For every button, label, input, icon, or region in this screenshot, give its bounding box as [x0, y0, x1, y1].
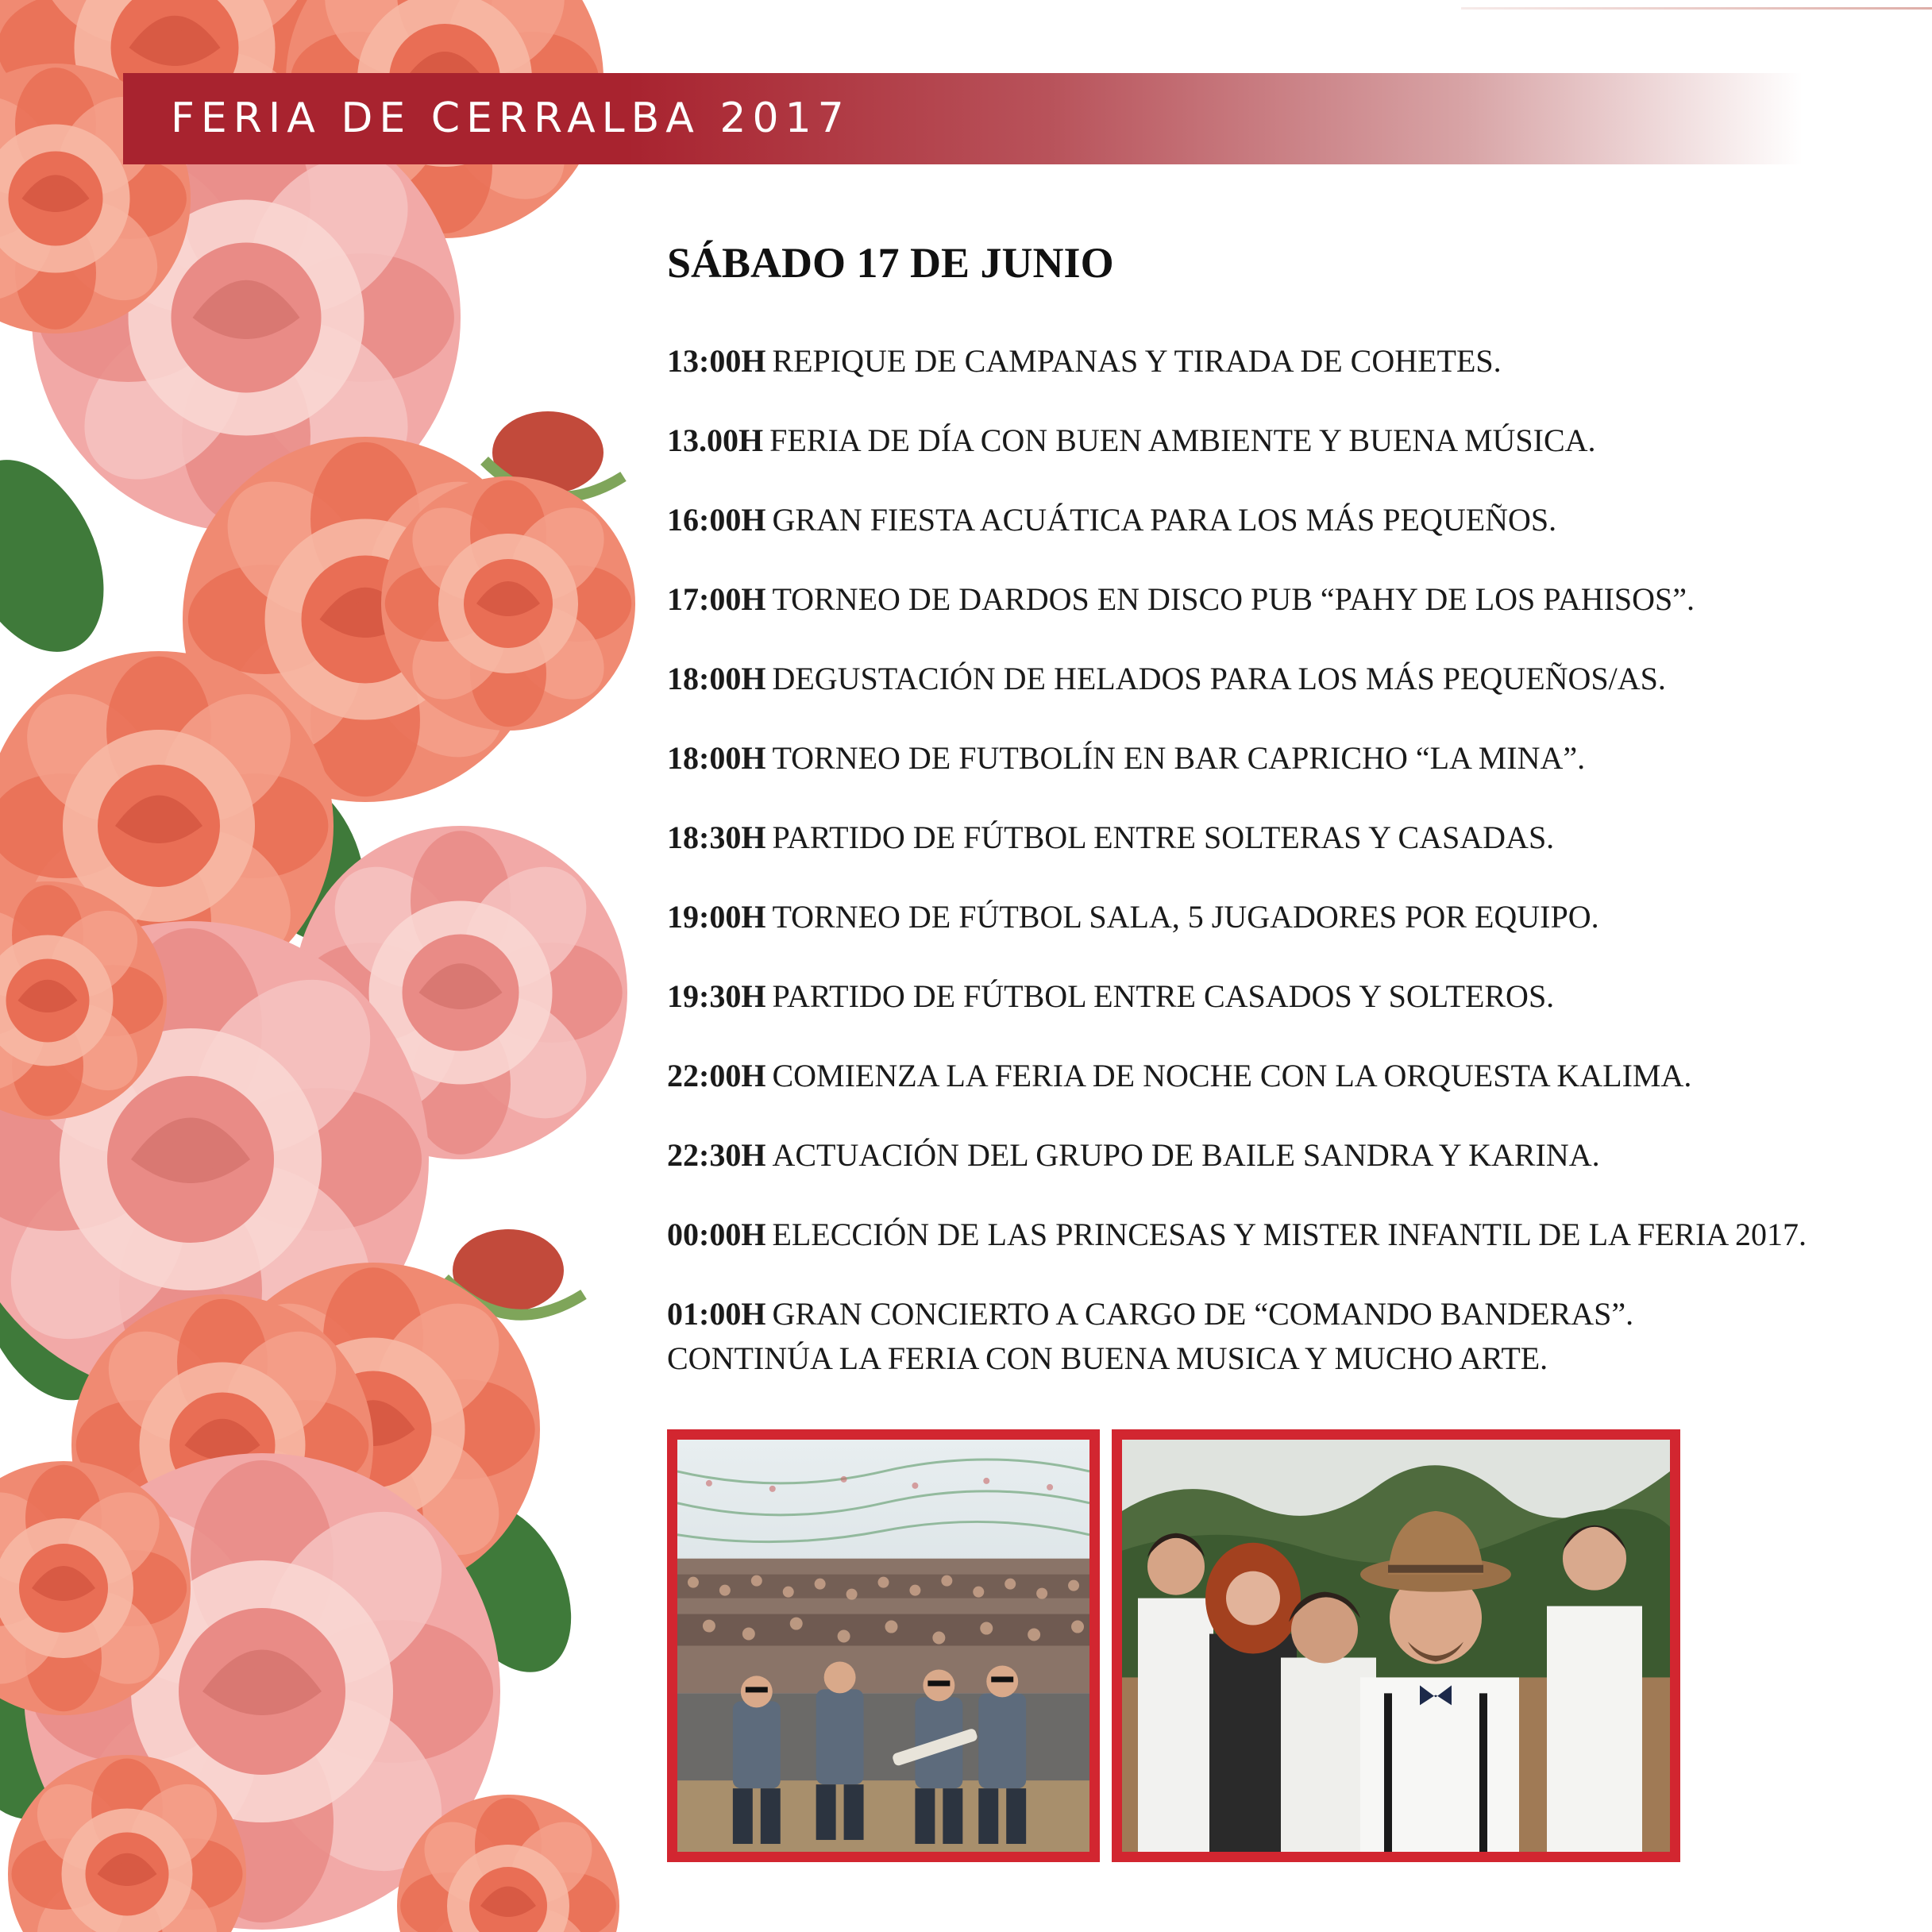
event-desc: GRAN FIESTA ACUÁTICA PARA LOS MÁS PEQUEÑOS.: [772, 502, 1557, 538]
roses-decoration: [0, 0, 651, 1932]
event-time: 22:30H: [667, 1137, 766, 1173]
event-desc: GRAN CONCIERTO A CARGO DE “COMANDO BANDERAS”.: [772, 1296, 1634, 1332]
event-desc: REPIQUE DE CAMPANAS Y TIRADA DE COHETES.: [772, 343, 1502, 379]
event-desc: TORNEO DE DARDOS EN DISCO PUB “PAHY DE LOS PAHISOS”.: [772, 581, 1695, 617]
event-desc: PARTIDO DE FÚTBOL ENTRE SOLTERAS Y CASADAS.: [772, 819, 1555, 855]
event-item: [667, 577, 1695, 622]
event-time: 17:00H: [667, 581, 766, 617]
group-portrait-photo: [1112, 1429, 1680, 1862]
event-time: 22:00H: [667, 1058, 766, 1093]
event-time: 16:00H: [667, 502, 766, 538]
event-time: 19:00H: [667, 899, 766, 935]
event-time: 13.00H: [667, 422, 764, 458]
event-time: 19:30H: [667, 978, 766, 1014]
event-desc: FERIA DE DÍA CON BUEN AMBIENTE Y BUENA MÚSICA.: [769, 422, 1596, 458]
event-desc: TORNEO DE FÚTBOL SALA, 5 JUGADORES POR EQUIPO.: [772, 899, 1599, 935]
rose-flower: [381, 476, 635, 731]
event-time: 18:00H: [667, 661, 766, 696]
event-desc-continued: CONTINÚA LA FERIA CON BUENA MUSICA Y MUCHO ARTE.: [667, 1340, 1548, 1376]
band-stage-photo: [667, 1429, 1100, 1862]
event-item: [667, 1133, 1600, 1178]
day-title: SÁBADO 17 DE JUNIO: [667, 239, 1114, 287]
event-item: [667, 418, 1596, 463]
event-item: [667, 895, 1599, 939]
header-band: [123, 73, 1803, 164]
event-desc: ACTUACIÓN DEL GRUPO DE BAILE SANDRA Y KARINA.: [772, 1137, 1600, 1173]
event-item: [667, 498, 1556, 542]
event-item: [667, 974, 1554, 1019]
event-time: 18:00H: [667, 740, 766, 776]
event-time: 13:00H: [667, 343, 766, 379]
event-item: [667, 657, 1666, 701]
event-item: [667, 816, 1554, 860]
header-title: FERIA DE CERRALBA 2017: [171, 94, 850, 142]
event-item: [667, 1213, 1807, 1257]
event-item: [667, 339, 1502, 384]
event-desc: TORNEO DE FUTBOLÍN EN BAR CAPRICHO “LA MINA”.: [772, 740, 1586, 776]
event-time: 00:00H: [667, 1217, 766, 1252]
event-desc: DEGUSTACIÓN DE HELADOS PARA LOS MÁS PEQUEÑOS/AS.: [772, 661, 1666, 696]
top-accent-line: [1461, 7, 1932, 10]
event-item: [667, 1292, 1633, 1381]
event-desc: ELECCIÓN DE LAS PRINCESAS Y MISTER INFANTIL DE LA FERIA 2017.: [772, 1217, 1807, 1252]
event-item: [667, 736, 1585, 781]
event-item: [667, 1054, 1691, 1098]
event-desc: COMIENZA LA FERIA DE NOCHE CON LA ORQUESTA KALIMA.: [772, 1058, 1692, 1093]
event-desc: PARTIDO DE FÚTBOL ENTRE CASADOS Y SOLTEROS.: [772, 978, 1555, 1014]
event-time: 01:00H: [667, 1296, 766, 1332]
event-time: 18:30H: [667, 819, 766, 855]
